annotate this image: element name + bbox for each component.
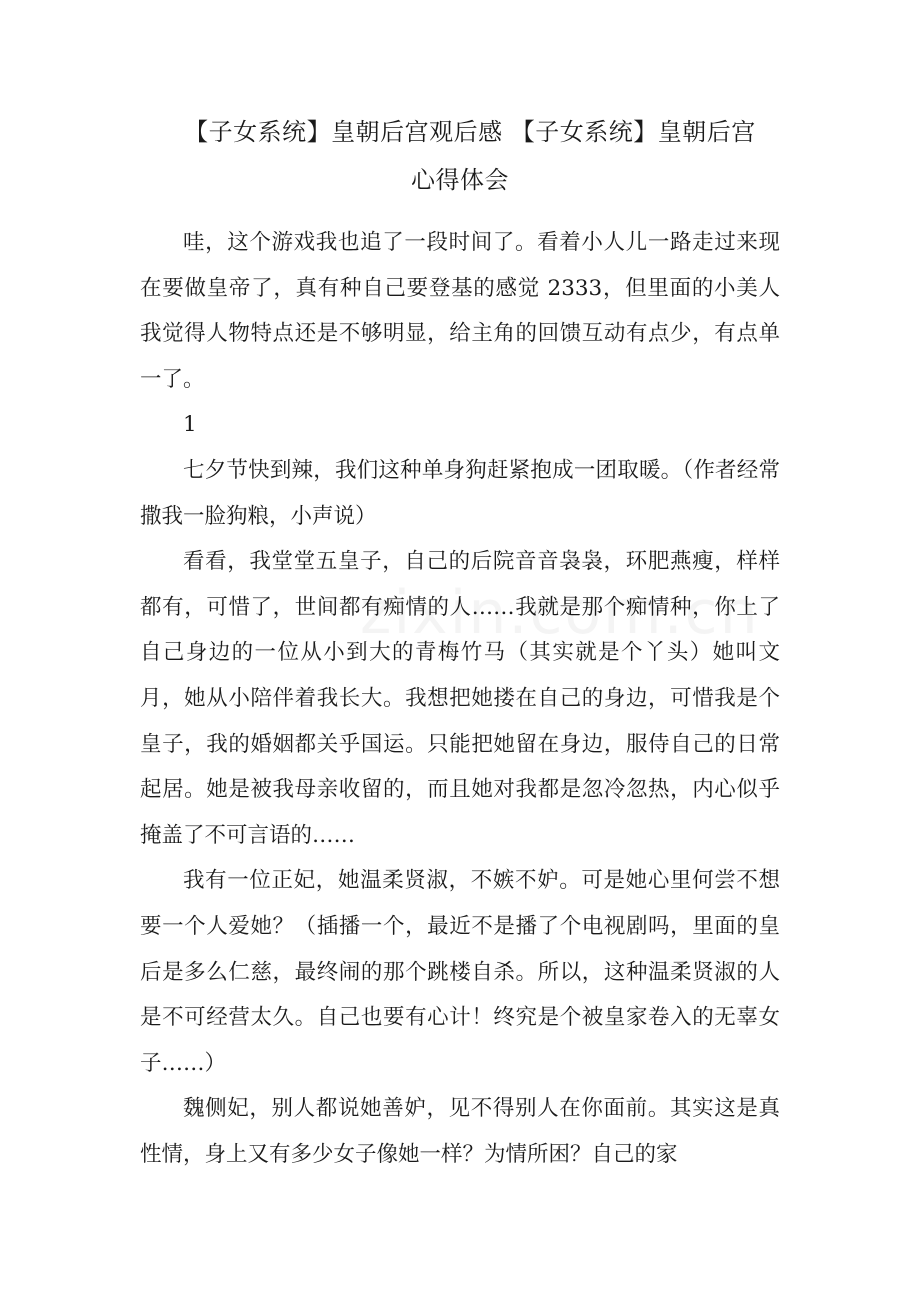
paragraph: 哇，这个游戏我也追了一段时间了。看着小人儿一路走过来现在要做皇帝了，真有种自己要登基的感觉 2333，但里面的小美人我觉得人物特点还是不够明显，给主角的回馈互动有点少，有点单一了。 xyxy=(140,230,780,392)
title-line-1: 【子女系统】皇朝后宫观后感 【子女系统】皇朝后宫 xyxy=(184,118,756,146)
paragraph: 看看，我堂堂五皇子，自己的后院音音袅袅，环肥燕瘦，样样都有，可惜了，世间都有痴情的人……我就是那个痴情种，你上了自己身边的一位从小到大的青梅竹马（其实就是个丫头）她叫文月，她从小陪伴着我长大。我想把她搂在自己的身边，可惜我是个皇子，我的婚姻都关乎国运。只能把她留在身边，服侍自己的日常起居。她是被我母亲收留的，而且她对我都是忽冷忽热，内心似乎掩盖了不可言语的…… xyxy=(140,549,780,848)
paragraph: 魏侧妃，别人都说她善妒，见不得别人在你面前。其实这是真性情，身上又有多少女子像她一样？为情所困？自己的家 xyxy=(140,1096,780,1167)
paragraph: 我有一位正妃，她温柔贤淑，不嫉不妒。可是她心里何尝不想要一个人爱她？（插播一个，最近不是播了个电视剧吗，里面的皇后是多么仁慈，最终闹的那个跳楼自杀。所以，这种温柔贤淑的人是不可经营太久。自己也要有心计！终究是个被皇家卷入的无辜女子……） xyxy=(140,868,780,1076)
document-body xyxy=(140,220,780,1177)
document-title xyxy=(140,108,780,204)
paragraph: 1 xyxy=(183,412,197,438)
title-line-2: 心得体会 xyxy=(411,166,509,194)
paragraph: 七夕节快到辣，我们这种单身狗赶紧抱成一团取暖。（作者经常撒我一脸狗粮，小声说） xyxy=(140,457,780,529)
